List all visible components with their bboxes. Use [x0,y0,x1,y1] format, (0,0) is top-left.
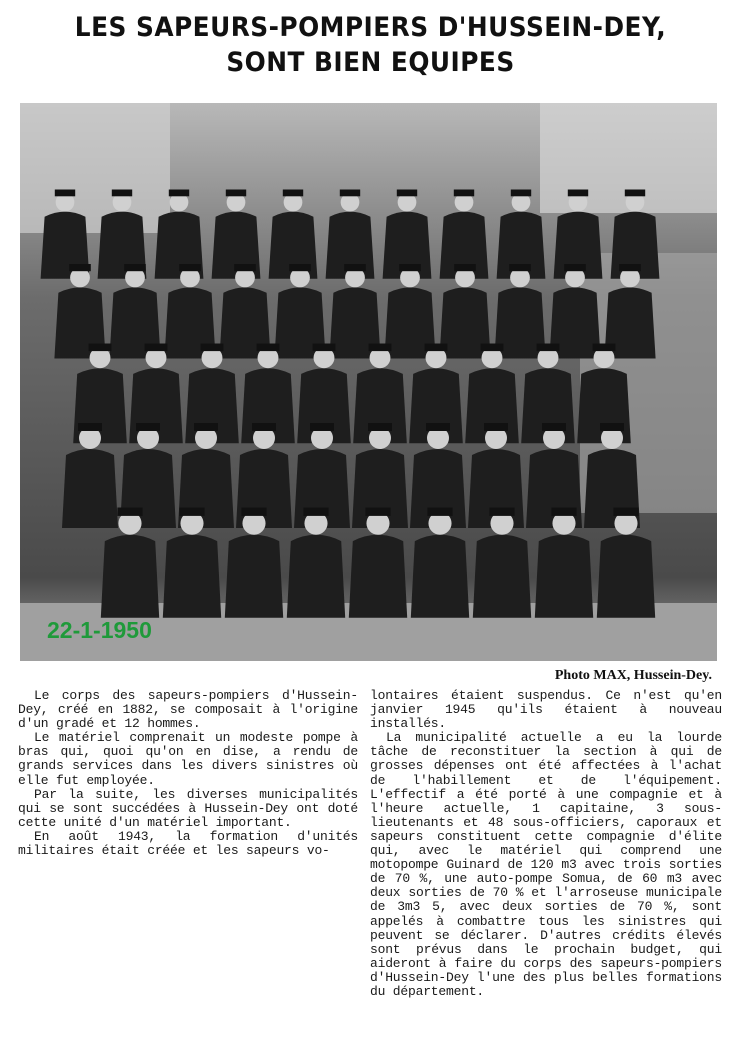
date-stamp: 22-1-1950 [47,617,152,643]
paragraph: Le matériel comprenait un modeste pompe à bras qui, quoi qu'on en dise, a rendu de grands services dans les divers sinistres où elle fut employée. [18,730,358,788]
group-portrait-photo-icon [20,103,717,661]
photo-credit: Photo MAX, Hussein-Dey. [554,668,712,683]
paragraph: La municipalité actuelle a eu la lourde tâche de reconstituer la section à qui de grosses dépenses ont été affectées à l'achat de l'habillement et de l'équipement. L'effectif a été porté à une compagnie et à l'heure actuelle, 1 capitaine, 3 sous-lieutenants et 48 sous-officiers, caporaux et sapeurs constituent cette compagnie d'élite qui, avec le matériel qui comprend une motopompe Guinard de 120 m3 avec trois sorties de 70 %, une auto-pompe Somua, de 60 m3 avec deux sorties de 70 % et l'arroseuse municipale de 3m3 5, avec deux sorties de 70 %, sont appelés à combattre tous les sinistres qui peuvent se déclarer. D'autres crédits élevés sont prévus dans le prochain budget, qui aideront à faire du corps des sapeurs-pompiers d'Hussein-Dey l'une des plus belles formations du département. [370,730,722,999]
article-column-right [370,689,722,999]
headline-line-2: SONT BIEN EQUIPES [226,47,515,78]
article-column-left [18,689,358,858]
paragraph: En août 1943, la formation d'unités militaires était créée et les sapeurs vo- [18,828,358,859]
headline-line-1: LES SAPEURS-POMPIERS D'HUSSEIN-DEY, [74,12,667,43]
group-photo [20,103,717,661]
paragraph: lontaires étaient suspendus. Ce n'est qu'en janvier 1945 qu'ils étaient à nouveau installés. [370,688,722,732]
headline [30,10,712,80]
paragraph: Le corps des sapeurs-pompiers d'Hussein-Dey, créé en 1882, se composait à l'origine d'un gradé et 12 hommes. [18,688,358,732]
paragraph: Par la suite, les diverses municipalités qui se sont succédées à Hussein-Dey ont doté cette unité d'un matériel important. [18,786,358,830]
